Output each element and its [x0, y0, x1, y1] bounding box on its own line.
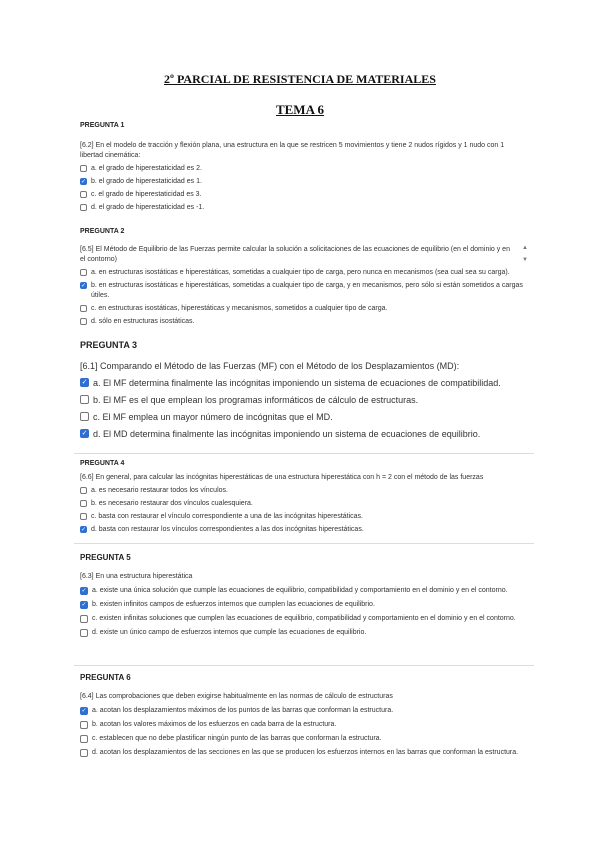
option-label: b. el grado de hiperestaticidad es 1. [91, 178, 202, 185]
checkbox[interactable] [80, 165, 87, 172]
option-label: c. basta con restaurar el vínculo correspondiente a una de las incógnitas hiperestáticas. [91, 513, 363, 520]
checkbox[interactable] [80, 735, 88, 743]
scroll-down-icon[interactable]: ▼ [522, 257, 528, 263]
option-b[interactable] [80, 177, 528, 187]
checkbox[interactable] [80, 615, 88, 623]
option-label: b. El MF es el que emplean los programas informáticos de cálculo de estructuras. [93, 395, 419, 405]
checkbox[interactable] [80, 429, 89, 438]
question-text-scroll[interactable] [80, 245, 528, 265]
checkbox[interactable] [80, 204, 87, 211]
option-b[interactable] [80, 600, 528, 610]
option-d[interactable] [80, 628, 528, 638]
checkbox[interactable] [80, 269, 87, 276]
question-text: [6.3] En una estructura hiperestática [80, 573, 193, 580]
option-c[interactable] [80, 304, 528, 314]
question-2 [80, 228, 528, 331]
scroll-up-icon[interactable]: ▲ [522, 245, 528, 251]
option-label: b. existen infinitos campos de esfuerzos internos que cumplen las ecuaciones de equilibrio. [92, 601, 375, 608]
option-a[interactable] [80, 268, 528, 278]
option-b[interactable] [80, 499, 528, 509]
checkbox[interactable] [80, 500, 87, 507]
option-d[interactable] [80, 203, 528, 213]
checkbox[interactable] [80, 178, 87, 185]
checkbox[interactable] [80, 749, 88, 757]
option-label: b. en estructuras isostáticas e hiperestáticas, sometidas a cualquier tipo de carga, y en mecanismos, pero sólo si están sometidos a cargas útiles. [91, 282, 523, 299]
question-heading: PREGUNTA 6 [80, 673, 131, 682]
question-5 [80, 553, 528, 638]
option-label: d. acotan los desplazamientos de las secciones en las que se producen los esfuerzos internos en las barras que conforman la estructura. [92, 749, 519, 756]
question-heading: PREGUNTA 4 [80, 460, 125, 467]
option-label: d. basta con restaurar los vínculos correspondientes a las dos incógnitas hiperestáticas. [91, 526, 364, 533]
option-c[interactable] [80, 411, 528, 423]
option-label: d. existe un único campo de esfuerzos internos que cumple las ecuaciones de equilibrio. [92, 629, 367, 636]
checkbox[interactable] [80, 282, 87, 289]
option-a[interactable] [80, 486, 528, 496]
options-list [80, 486, 528, 535]
checkbox[interactable] [80, 487, 87, 494]
checkbox[interactable] [80, 395, 89, 404]
option-c[interactable] [80, 734, 528, 744]
option-c[interactable] [80, 190, 528, 200]
checkbox[interactable] [80, 707, 88, 715]
question-text: [6.6] En general, para calcular las incógnitas hiperestáticas de una estructura hiperestática con h = 2 con el método de las fuerzas [80, 474, 484, 481]
checkbox[interactable] [80, 412, 89, 421]
options-list [80, 706, 528, 758]
options-list [80, 268, 528, 327]
checkbox[interactable] [80, 721, 88, 729]
option-d[interactable] [80, 428, 528, 440]
option-a[interactable] [80, 586, 528, 596]
question-text: [6.5] El Método de Equilibrio de las Fuerzas permite calcular la solución a solicitaciones de las ecuaciones de equilibrio (en el dominio y en el contorno) [80, 246, 510, 263]
option-d[interactable] [80, 525, 528, 535]
option-label: d. sólo en estructuras isostáticas. [91, 318, 195, 325]
checkbox[interactable] [80, 305, 87, 312]
option-label: a. El MF determina finalmente las incógnitas imponiendo un sistema de ecuaciones de compatibilidad. [93, 378, 501, 388]
question-heading: PREGUNTA 3 [80, 340, 138, 350]
option-label: b. acotan los valores máximos de los esfuerzos en cada barra de la estructura. [92, 721, 337, 728]
option-b[interactable] [80, 394, 528, 406]
option-a[interactable] [80, 377, 528, 389]
checkbox[interactable] [80, 587, 88, 595]
question-text: [6.1] Comparando el Método de las Fuerzas (MF) con el Método de los Desplazamientos (MD): [80, 361, 460, 371]
section-divider [74, 665, 534, 666]
options-list [80, 164, 528, 213]
document-subtitle: TEMA 6 [275, 102, 325, 117]
option-label: d. el grado de hiperestaticidad es -1. [91, 204, 205, 211]
checkbox[interactable] [80, 629, 88, 637]
option-b[interactable] [80, 720, 528, 730]
option-label: c. en estructuras isostáticas, hiperestáticas y mecanismos, sometidos a cualquier tipo de carga. [91, 305, 388, 312]
option-b[interactable] [80, 281, 528, 301]
option-label: c. existen infinitas soluciones que cumplen las ecuaciones de equilibrio, compatibilidad y comportamiento en el dominio y en el contorno. [92, 615, 516, 622]
section-divider [74, 453, 534, 454]
option-label: c. El MF emplea un mayor número de incógnitas que el MD. [93, 412, 333, 422]
option-a[interactable] [80, 164, 528, 174]
option-c[interactable] [80, 512, 528, 522]
option-d[interactable] [80, 317, 528, 327]
option-d[interactable] [80, 748, 528, 758]
option-label: a. existe una única solución que cumple las ecuaciones de equilibrio, compatibilidad y comportamiento en el dominio y en el contorno. [92, 587, 508, 594]
checkbox[interactable] [80, 318, 87, 325]
options-list [80, 377, 528, 440]
options-list [80, 586, 528, 638]
options-clip [80, 265, 528, 331]
option-label: a. acotan los desplazamientos máximos de los puntos de las barras que conforman la estructura. [92, 707, 394, 714]
checkbox[interactable] [80, 601, 88, 609]
question-heading: PREGUNTA 2 [80, 228, 125, 235]
option-c[interactable] [80, 614, 528, 624]
checkbox[interactable] [80, 378, 89, 387]
checkbox[interactable] [80, 191, 87, 198]
question-text: [6.2] En el modelo de tracción y flexión plana, una estructura en la que se restricen 5 movimientos y tiene 2 nudos rígidos y 1 nudo con 1 libertad cinemática: [80, 142, 505, 159]
document-title: 2º PARCIAL DE RESISTENCIA DE MATERIALES [164, 72, 436, 86]
section-divider [74, 543, 534, 544]
option-label: b. es necesario restaurar dos vínculos cualesquiera. [91, 500, 253, 507]
question-1 [80, 122, 528, 213]
option-label: c. establecen que no debe plastificar ningún punto de las barras que conforman la estructura. [92, 735, 382, 742]
option-label: c. el grado de hiperestaticidad es 3. [91, 191, 202, 198]
option-label: a. es necesario restaurar todos los vínculos. [91, 487, 228, 494]
question-heading: PREGUNTA 5 [80, 553, 131, 562]
option-label: a. en estructuras isostáticas e hiperestáticas, sometidas a cualquier tipo de carga, pero nunca en mecanismos (sea cual sea su carga). [91, 269, 510, 276]
question-text: [6.4] Las comprobaciones que deben exigirse habitualmente en las normas de cálculo de estructuras [80, 693, 393, 700]
question-3 [80, 340, 528, 440]
question-6 [80, 673, 528, 758]
question-heading: PREGUNTA 1 [80, 122, 125, 129]
question-4 [80, 460, 528, 535]
checkbox[interactable] [80, 526, 87, 533]
option-a[interactable] [80, 706, 528, 716]
option-label: a. el grado de hiperestaticidad es 2. [91, 165, 202, 172]
checkbox[interactable] [80, 513, 87, 520]
option-label: d. El MD determina finalmente las incógnitas imponiendo un sistema de ecuaciones de equilibrio. [93, 429, 481, 439]
